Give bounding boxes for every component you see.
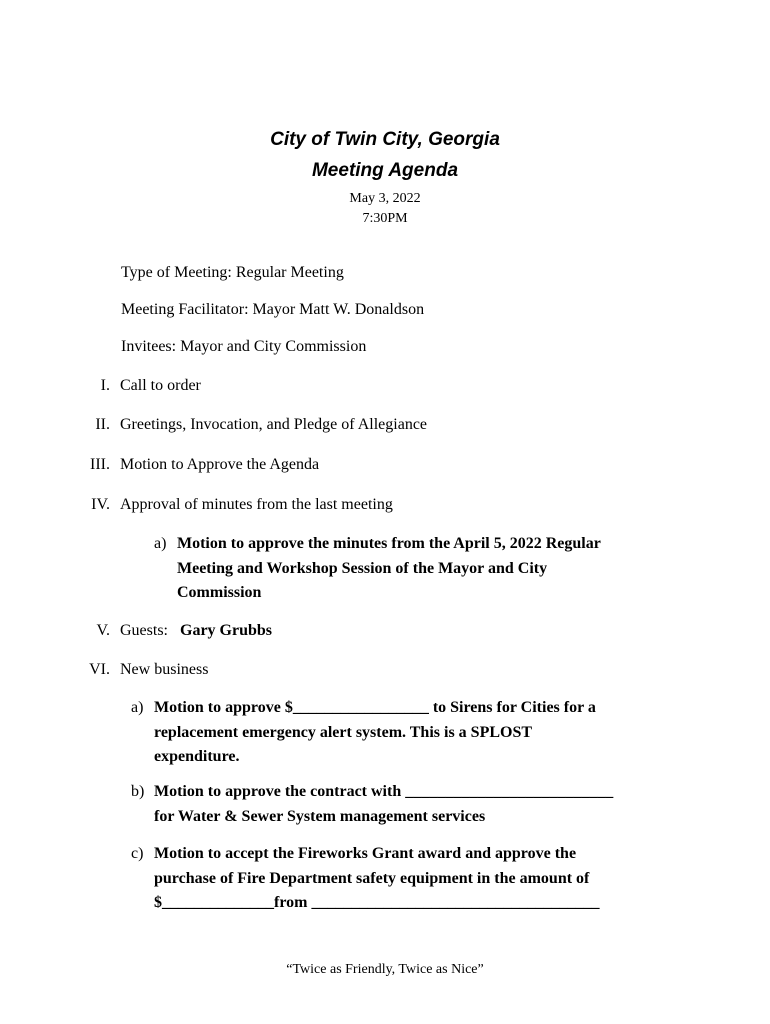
footer-motto: “Twice as Friendly, Twice as Nice” — [286, 962, 484, 977]
agenda-numeral-2: II. — [95, 416, 110, 433]
motion-line: Meeting and Workshop Session of the Mayor and City — [177, 559, 548, 577]
meeting-date: May 3, 2022 — [349, 191, 421, 206]
motion-line: Motion to accept the Fireworks Grant award and approve the — [154, 845, 577, 862]
agenda-numeral-1: I. — [100, 377, 110, 394]
guest-name: Gary Grubbs — [180, 622, 273, 639]
motion-fireworks-grant — [154, 842, 599, 916]
meeting-time: 7:30PM — [362, 211, 408, 226]
motion-line: $______________from ____________________________________ — [154, 894, 600, 911]
motion-line: purchase of Fire Department safety equipment in the amount of — [154, 869, 590, 887]
motion-water-sewer — [154, 780, 613, 829]
agenda-item-approve-agenda: Motion to Approve the Agenda — [120, 456, 320, 473]
subitem-marker-vi-b: b) — [131, 783, 145, 800]
meeting-type: Type of Meeting: Regular Meeting — [121, 264, 344, 281]
agenda-item-guests — [120, 621, 272, 640]
motion-line: Motion to approve the minutes from the April 5, 2022 Regular — [177, 535, 601, 552]
motion-line: expenditure. — [154, 748, 240, 765]
agenda-item-greetings: Greetings, Invocation, and Pledge of Allegiance — [120, 416, 428, 433]
motion-line: for Water & Sewer System management services — [154, 807, 486, 825]
agenda-numeral-4: IV. — [91, 496, 110, 513]
subitem-marker-iv-a: a) — [154, 535, 167, 552]
motion-line: Motion to approve $_________________ to Sirens for Cities for a — [154, 699, 596, 716]
subitem-marker-vi-a: a) — [131, 699, 144, 716]
motion-line: Commission — [177, 584, 262, 601]
subitem-marker-vi-c: c) — [131, 845, 144, 862]
meeting-invitees: Invitees: Mayor and City Commission — [121, 338, 367, 355]
agenda-numeral-5: V. — [96, 622, 110, 639]
agenda-numeral-6: VI. — [89, 661, 110, 678]
motion-sirens — [154, 696, 596, 770]
agenda-item-call-to-order: Call to order — [120, 377, 201, 394]
agenda-title: Meeting Agenda — [311, 160, 459, 181]
motion-line: replacement emergency alert system. This is a SPLOST — [154, 723, 533, 741]
agenda-numeral-3: III. — [90, 456, 110, 473]
agenda-item-new-business: New business — [120, 661, 209, 678]
guests-label: Guests: — [120, 622, 168, 639]
agenda-item-minutes: Approval of minutes from the last meeting — [120, 496, 393, 513]
motion-approve-minutes — [177, 532, 601, 606]
motion-line: Motion to approve the contract with __________________________ — [154, 783, 614, 800]
meeting-facilitator: Meeting Facilitator: Mayor Matt W. Donaldson — [121, 301, 425, 318]
city-title: City of Twin City, Georgia — [270, 129, 500, 150]
